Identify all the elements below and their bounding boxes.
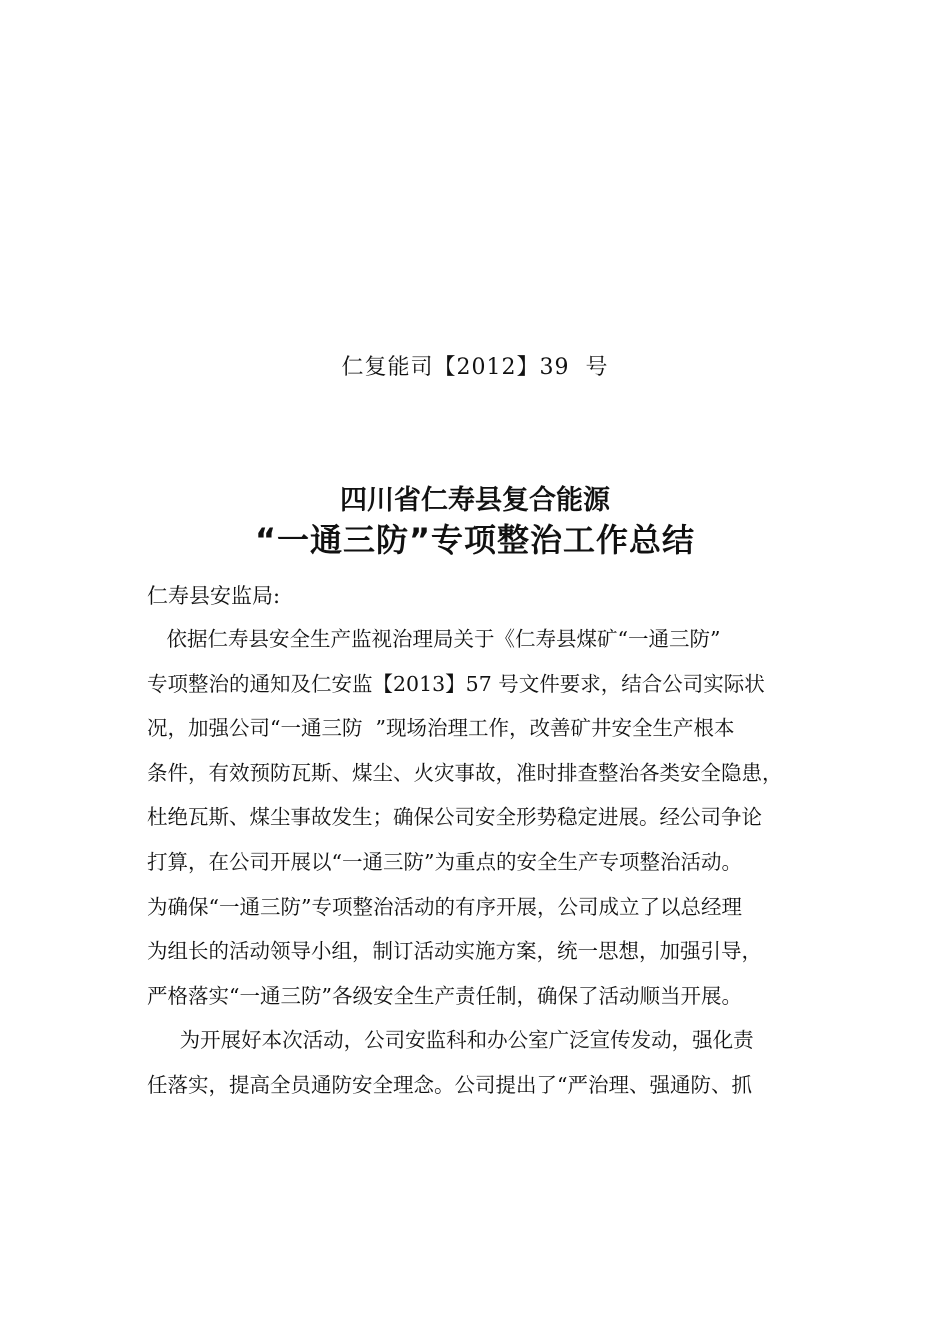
body-line: 杜绝瓦斯、煤尘事故发生；确保公司安全形势稳定进展。经公司争论	[147, 805, 762, 830]
body-line: 况，加强公司“一通三防 ”现场治理工作，改善矿井安全生产根本	[147, 716, 735, 741]
body-line: 为开展好本次活动，公司安监科和办公室广泛宣传发动，强化责	[147, 1028, 754, 1053]
body-line: 专项整治的通知及仁安监【2013】57 号文件要求，结合公司实际状	[147, 671, 765, 696]
body-line: 打算，在公司开展以“一通三防”为重点的安全生产专项整治活动。	[147, 849, 742, 874]
title-line-2: “一通三防”专项整治工作总结	[254, 521, 696, 559]
document-number: 仁复能司【2012】39 号	[341, 355, 609, 380]
body-line: 为确保“一通三防”专项整治活动的有序开展，公司成立了以总经理	[147, 894, 742, 919]
body-text	[147, 624, 837, 1115]
body-line: 任落实，提高全员通防安全理念。公司提出了“严治理、强通防、抓	[147, 1072, 752, 1097]
body-line: 严格落实“一通三防”各级安全生产责任制，确保了活动顺当开展。	[147, 983, 742, 1008]
body-line: 为组长的活动领导小组，制订活动实施方案，统一思想，加强引导，	[147, 939, 762, 964]
salutation: 仁寿县安监局:	[147, 584, 281, 608]
body-line: 依据仁寿县安全生产监视治理局关于《仁寿县煤矿“一通三防”	[147, 627, 721, 651]
body-line: 条件，有效预防瓦斯、煤尘、火灾事故，准时排查整治各类安全隐患，	[147, 760, 783, 785]
title-line-1: 四川省仁寿县复合能源	[340, 485, 610, 516]
